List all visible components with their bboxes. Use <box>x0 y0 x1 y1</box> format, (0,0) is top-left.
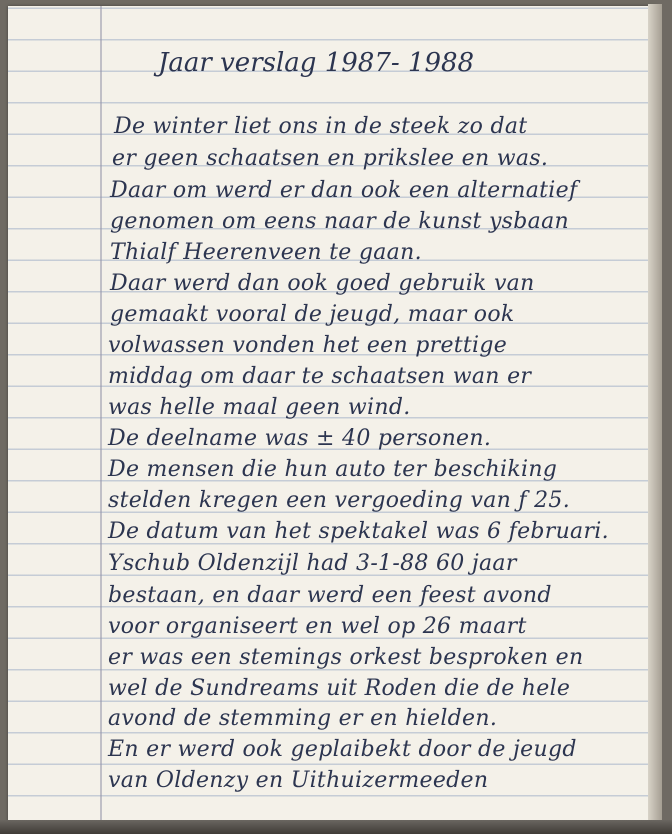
text-line-8: volwassen vonden het een prettige <box>108 333 508 358</box>
text-line-21: En er werd ook geplaibekt door de jeugd <box>108 737 577 762</box>
text-line-20: avond de stemming er en hielden. <box>108 706 498 731</box>
text-line-11: De deelname was ± 40 personen. <box>108 426 492 451</box>
text-line-7: gemaakt vooral de jeugd, maar ook <box>110 302 515 327</box>
text-line-4: genomen om eens naar de kunst ysbaan <box>110 209 569 234</box>
notebook-cover-edge <box>0 820 672 834</box>
text-line-22: van Oldenzy en Uithuizermeeden <box>108 768 489 793</box>
text-line-14: De datum van het spektakel was 6 februari. <box>108 519 609 544</box>
text-line-16: bestaan, en daar werd een feest avond <box>108 583 552 608</box>
text-line-17: voor organiseert en wel op 26 maart <box>108 614 527 639</box>
text-line-9: middag om daar te schaatsen wan er <box>108 364 532 389</box>
text-line-13: stelden kregen een vergoeding van ƒ 25. <box>108 488 570 513</box>
text-line-1: De winter liet ons in de steek zo dat <box>114 114 528 139</box>
text-line-12: De mensen die hun auto ter beschiking <box>108 457 558 482</box>
text-line-18: er was een stemings orkest besproken en <box>108 645 584 670</box>
notebook-page <box>8 6 656 822</box>
text-line-2: er geen schaatsen en prikslee en was. <box>112 146 549 171</box>
margin-line <box>100 6 102 822</box>
page-edge <box>648 4 662 824</box>
text-line-10: was helle maal geen wind. <box>108 395 411 420</box>
text-line-3: Daar om werd er dan ook een alternatief <box>110 178 578 203</box>
page-title: Jaar verslag 1987- 1988 <box>158 48 475 78</box>
text-line-5: Thialf Heerenveen te gaan. <box>110 240 422 265</box>
text-line-15: Yschub Oldenzijl had 3-1-88 60 jaar <box>108 551 517 576</box>
text-line-19: wel de Sundreams uit Roden die de hele <box>108 676 571 701</box>
text-line-6: Daar werd dan ook goed gebruik van <box>110 271 535 296</box>
